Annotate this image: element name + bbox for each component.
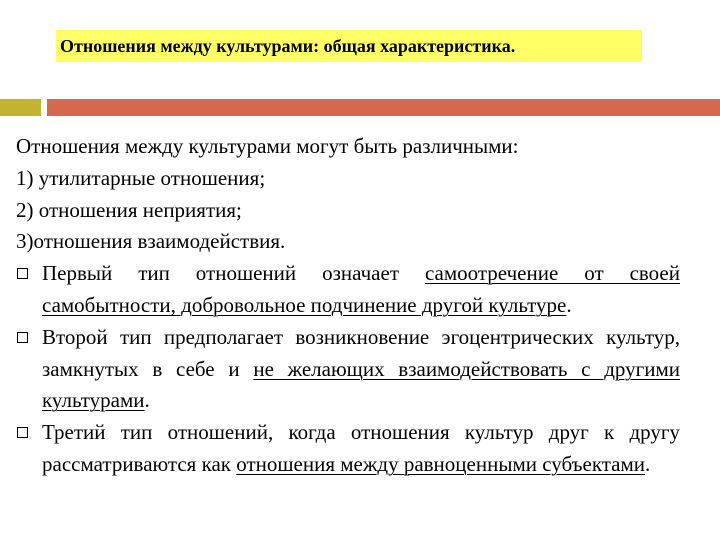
bullet-1-underlined: самоотречение от своей самобытности, добровольное подчинение другой культуре — [42, 261, 680, 317]
slide-title: Отношения между культурами: общая характеристика. — [60, 35, 516, 56]
bullet-2-text: Второй тип предполагает возникновение эгоцентрических культур, замкнутых в себе и — [42, 324, 680, 381]
list-item-3: 3)отношения взаимодействия. — [16, 229, 286, 254]
bullet-item-2 — [16, 322, 680, 417]
bullet-3-end: . — [645, 451, 651, 476]
hollow-square-bullet-icon — [17, 427, 28, 438]
bullet-3-text: Третий тип отношений, когда отношения культур друг к другу рассматриваются как — [42, 420, 680, 476]
bullet-3-underlined: отношения между равноценными субъектами — [236, 451, 646, 476]
accent-bar-right — [47, 99, 720, 116]
intro-line: Отношения между культурами могут быть различными: — [16, 134, 519, 158]
title-highlight-box — [56, 30, 642, 62]
bullet-1-text: Первый тип отношений означает — [42, 261, 425, 286]
bullet-2-end: . — [144, 388, 150, 413]
accent-bar-left — [0, 99, 41, 116]
hollow-square-bullet-icon — [17, 268, 28, 279]
bullet-2-underlined: не желающих взаимодействовать с другими культурами — [42, 356, 680, 413]
hollow-square-bullet-icon — [17, 332, 28, 343]
bullet-item-1 — [16, 258, 680, 322]
bullet-item-3 — [16, 417, 680, 481]
list-item-1: 1) утилитарные отношения; — [16, 165, 266, 190]
list-item-2: 2) отношения неприятия; — [16, 197, 242, 222]
slide-body — [16, 131, 680, 481]
bullet-1-end: . — [566, 292, 572, 317]
